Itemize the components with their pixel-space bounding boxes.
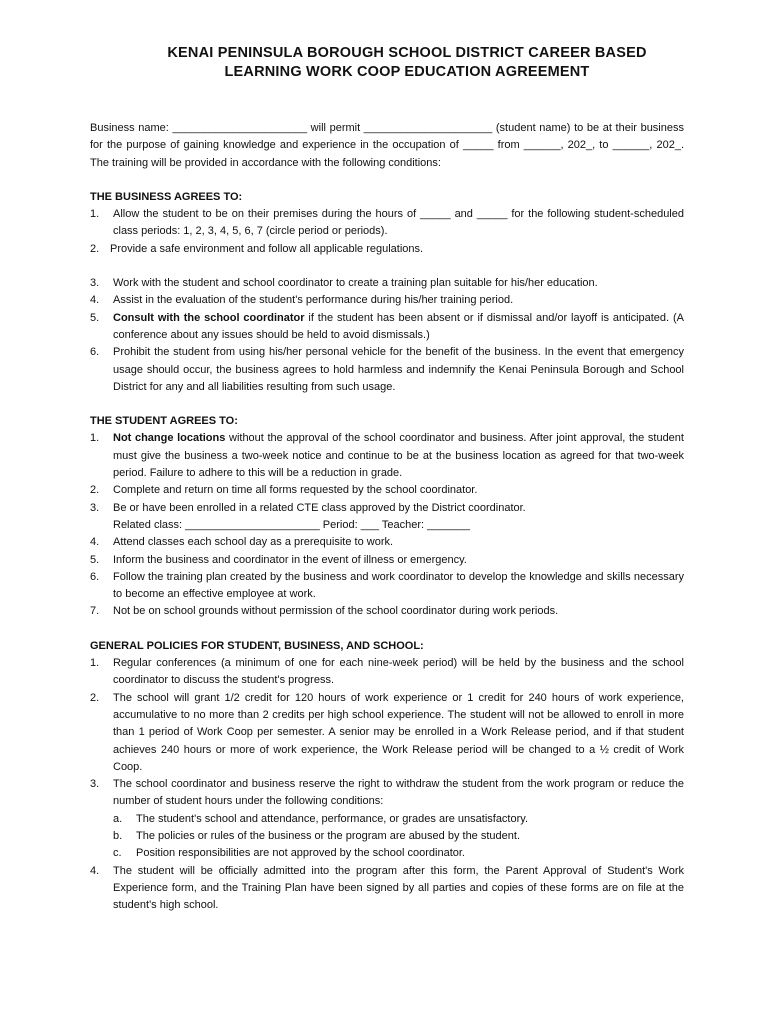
business-item-4	[90, 292, 684, 309]
student-item-6	[90, 569, 684, 604]
business-item-1	[90, 206, 684, 241]
item-text: Work with the student and school coordinator to create a training plan suitable for his/her education.	[113, 277, 598, 290]
item-letter: c.	[113, 847, 122, 860]
intro-paragraph: Business name: ______________________ will permit _____________________ (student name) to be at their business for the purpose of gaining knowledge and experience in the occupation of _____ from ______, 202_, to ______, 202_. The training will be provided in accordance with the following conditions:	[90, 122, 684, 169]
condition-c	[113, 845, 684, 862]
item-number: 3.	[90, 778, 100, 791]
title-line-1: KENAI PENINSULA BOROUGH SCHOOL DISTRICT CAREER BASED	[167, 45, 647, 61]
student-item-1	[90, 430, 684, 482]
student-list	[90, 430, 684, 620]
general-item-4	[90, 863, 684, 915]
item-text: The student will be officially admitted into the program after this form, the Parent Approval of Student's Work Experience form, and the Training Plan have been signed by all parties and copies of these forms are on file at the student's high school.	[113, 864, 684, 912]
item-number: 2.	[90, 242, 100, 255]
business-item-2	[90, 241, 684, 258]
student-item-4	[90, 534, 684, 551]
item-text: Inform the business and coordinator in the event of illness or emergency.	[113, 553, 467, 566]
item-number: 1.	[90, 208, 100, 221]
general-item-1	[90, 655, 684, 690]
student-item-2	[90, 482, 684, 499]
related-class-line: Related class: ______________________ Period: ___ Teacher: _______	[113, 518, 470, 531]
business-item-3	[90, 275, 684, 292]
item-number: 3.	[90, 277, 100, 290]
item-number: 2.	[90, 484, 100, 497]
item-letter: a.	[113, 812, 123, 825]
item-text: Not be on school grounds without permission of the school coordinator during work periods.	[113, 605, 559, 618]
item-text: The school will grant 1/2 credit for 120 hours of work experience or 1 credit for 240 hours of work experience, accumulative to no more than 2 credits per high school experience. The student will not be allowed to enroll in more than 1 period of Work Coop per semester. A senior may be enrolled in a Work Release period, and if that student achieves 240 hours or more of work experience, the Work Release period will be changed to a ½ credit of Work Coop.	[113, 691, 684, 773]
item-number: 5.	[90, 553, 100, 566]
item-text: Be or have been enrolled in a related CTE class approved by the District coordinator.	[113, 501, 526, 514]
general-item-3	[90, 776, 684, 862]
business-heading: THE BUSINESS AGREES TO:	[90, 190, 243, 203]
item-number: 6.	[90, 570, 100, 583]
item-number: 5.	[90, 311, 100, 324]
condition-b	[113, 828, 684, 845]
item-bold-text: Not change locations	[113, 432, 226, 445]
general-list	[90, 655, 684, 914]
item-text: Regular conferences (a minimum of one for each nine-week period) will be held by the business and the school coordinator to discuss the student's progress.	[113, 657, 684, 687]
student-item-5	[90, 552, 684, 569]
item-text: The school coordinator and business reserve the right to withdraw the student from the work program or reduce the number of student hours under the following conditions:	[113, 778, 684, 808]
student-heading: THE STUDENT AGREES TO:	[90, 415, 238, 428]
withdraw-conditions-list	[113, 811, 684, 863]
general-heading: GENERAL POLICIES FOR STUDENT, BUSINESS, AND SCHOOL:	[90, 639, 424, 652]
item-text: Provide a safe environment and follow all applicable regulations.	[110, 242, 424, 255]
item-text: Assist in the evaluation of the student's performance during his/her training period.	[113, 294, 514, 307]
student-item-7	[90, 603, 684, 620]
item-number: 4.	[90, 294, 100, 307]
item-text: if the student has been absent or if dismissal and/or layoff is anticipated. (A conference about any issues should be held to avoid dismissals.)	[113, 311, 684, 341]
item-text: Prohibit the student from using his/her personal vehicle for the benefit of the business. In the event that emergency usage should occur, the business agrees to hold harmless and indemnify the Kenai Peninsula Borough and School District for any and all liabilities resulting from such usage.	[113, 346, 684, 393]
business-item-6	[90, 344, 684, 396]
student-item-3	[90, 500, 684, 535]
item-number: 4.	[90, 536, 100, 549]
general-item-2	[90, 690, 684, 776]
item-text: Attend classes each school day as a prerequisite to work.	[113, 536, 394, 549]
item-text: Complete and return on time all forms requested by the school coordinator.	[113, 484, 478, 497]
item-number: 4.	[90, 864, 100, 877]
item-number: 1.	[90, 657, 100, 670]
item-text: Position responsibilities are not approved by the school coordinator.	[136, 847, 465, 860]
item-text: Allow the student to be on their premises during the hours of _____ and _____ for the following student-scheduled class periods: 1, 2, 3, 4, 5, 6, 7 (circle period or periods).	[113, 208, 684, 238]
item-number: 2.	[90, 691, 100, 704]
item-text: The student's school and attendance, performance, or grades are unsatisfactory.	[136, 812, 529, 825]
item-number: 6.	[90, 346, 100, 359]
item-bold-text: Consult with the school coordinator	[113, 311, 305, 324]
item-text: without the approval of the school coordinator and business. After joint approval, the student must give the business a two-week notice and continue to be at the business location as agreed for that two-week period. Failure to adhere to this will be a reduction in grade.	[113, 432, 684, 480]
item-text: Follow the training plan created by the business and work coordinator to develop the knowledge and skills necessary to become an effective employee at work.	[113, 570, 684, 601]
business-list	[90, 206, 684, 396]
business-item-5	[90, 310, 684, 345]
document-title	[130, 44, 684, 82]
item-number: 1.	[90, 432, 100, 445]
item-number: 3.	[90, 501, 100, 514]
title-line-2: LEARNING WORK COOP EDUCATION AGREEMENT	[224, 64, 590, 80]
item-text: The policies or rules of the business or the program are abused by the student.	[136, 829, 520, 842]
item-number: 7.	[90, 605, 100, 618]
item-letter: b.	[113, 829, 123, 842]
condition-a	[113, 811, 684, 828]
